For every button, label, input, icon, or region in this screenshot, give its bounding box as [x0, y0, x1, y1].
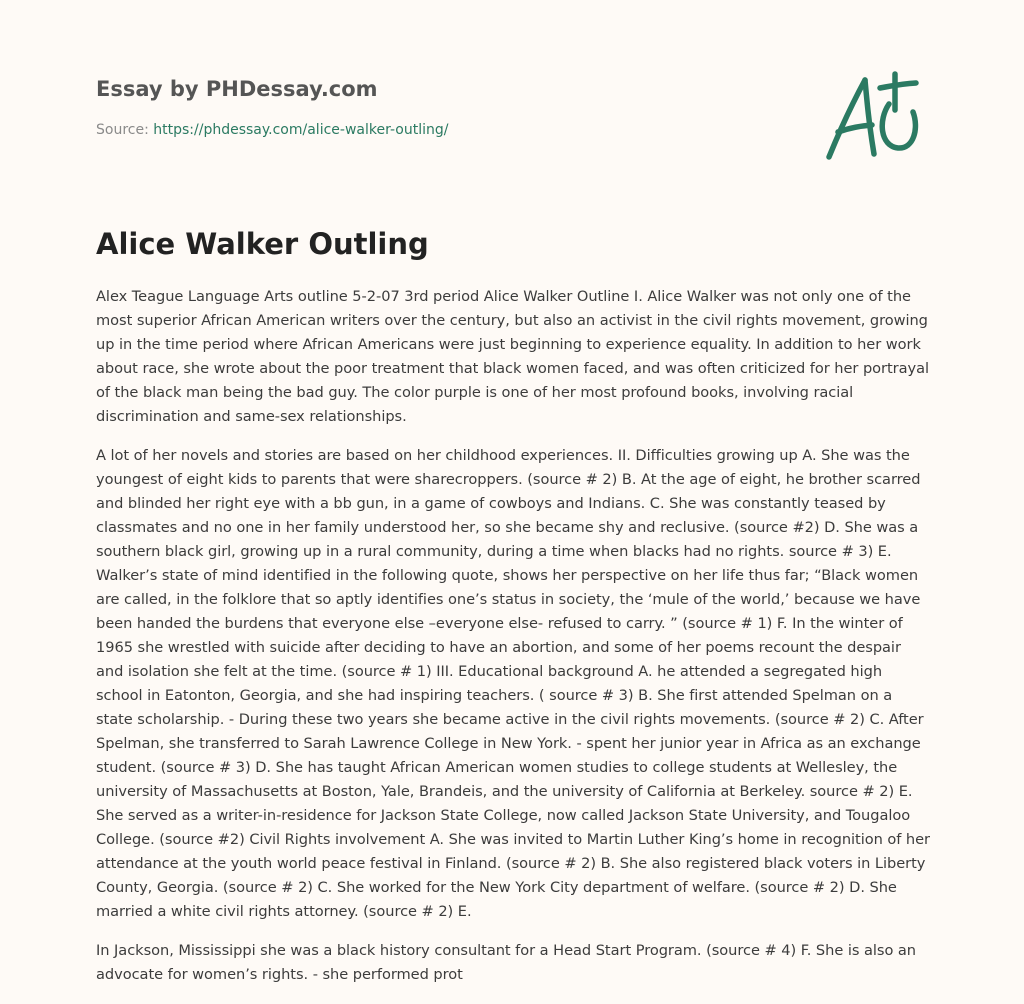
source-line: [96, 120, 796, 140]
essay-body: [96, 285, 932, 1002]
document-title: Alice Walker Outling: [96, 227, 429, 261]
essay-header: [96, 74, 796, 140]
site-brand: Essay by PHDessay.com: [96, 77, 378, 101]
paragraph: In Jackson, Mississippi she was a black history consultant for a Head Start Program. (source # 4) F. She is also an advocate for women’s rights. - she performed prot: [96, 942, 917, 983]
paragraph: A lot of her novels and stories are based on her childhood experiences. II. Difficulties growing up A. She was the youngest of eight kids to parents that were sharecroppers. (source # 2) B. At the age of eight, he brother scarred and blinded her right eye with a bb gun, in a game of cowboys and Indians. C. She was constantly teased by classmates and no one in her family understood her, so she became shy and reclusive. (source #2) D. She was a southern black girl, growing up in a rural community, during a time when blacks had no rights. source # 3) E. Walker’s state of mind identified in the following quote, shows her perspective on her life thus far; “Black women are called, in the folklore that so aptly identifies one’s status in society, the ‘mule of the world,’ because we have been handed the burdens that everyone else –everyone else- refused to carry. ” (source # 1) F. In the winter of 1965 she wrestled with suicide after deciding to have an abortion, and some of her poems recount the despair and isolation she felt at the time. (source # 1) III. Educational background A. he attended a segregated high school in Eatonton, Georgia, and she had inspiring teachers. ( source # 3) B. She first attended Spelman on a state scholarship. - During these two years she became active in the civil rights movements. (source # 2) C. After Spelman, she transferred to Sarah Lawrence College in New York. - spent her junior year in Africa as an exchange student. (source # 3) D. She has taught African American women studies to college students at Wellesley, the university of Massachusetts at Boston, Yale, Brandeis, and the university of California at Berkeley. source # 2) E. She served as a writer-in-residence for Jackson State College, now called Jackson State University, and Tougaloo College. (source #2) Civil Rights involvement A. She was invited to Martin Luther King’s home in recognition of her attendance at the youth world peace festival in Finland. (source # 2) B. She also registered black voters in Liberty County, Georgia. (source # 2) C. She worked for the New York City department of welfare. (source # 2) D. She married a white civil rights attorney. (source # 2) E.: [96, 447, 930, 920]
a-plus-grade-icon: [818, 66, 930, 166]
source-link[interactable]: https://phdessay.com/alice-walker-outling/: [153, 122, 449, 138]
source-label: Source:: [96, 122, 149, 138]
paragraph: Alex Teague Language Arts outline 5-2-07 3rd period Alice Walker Outline I. Alice Walker was not only one of the most superior African American writers over the century, but also an activist in the civil rights movement, growing up in the time period where African Americans were just beginning to experience equality. In addition to her work about race, she wrote about the poor treatment that black women faced, and was often criticized for her portrayal of the black man being the bad guy. The color purple is one of her most profound books, involving racial discrimination and same-sex relationships.: [96, 288, 929, 425]
